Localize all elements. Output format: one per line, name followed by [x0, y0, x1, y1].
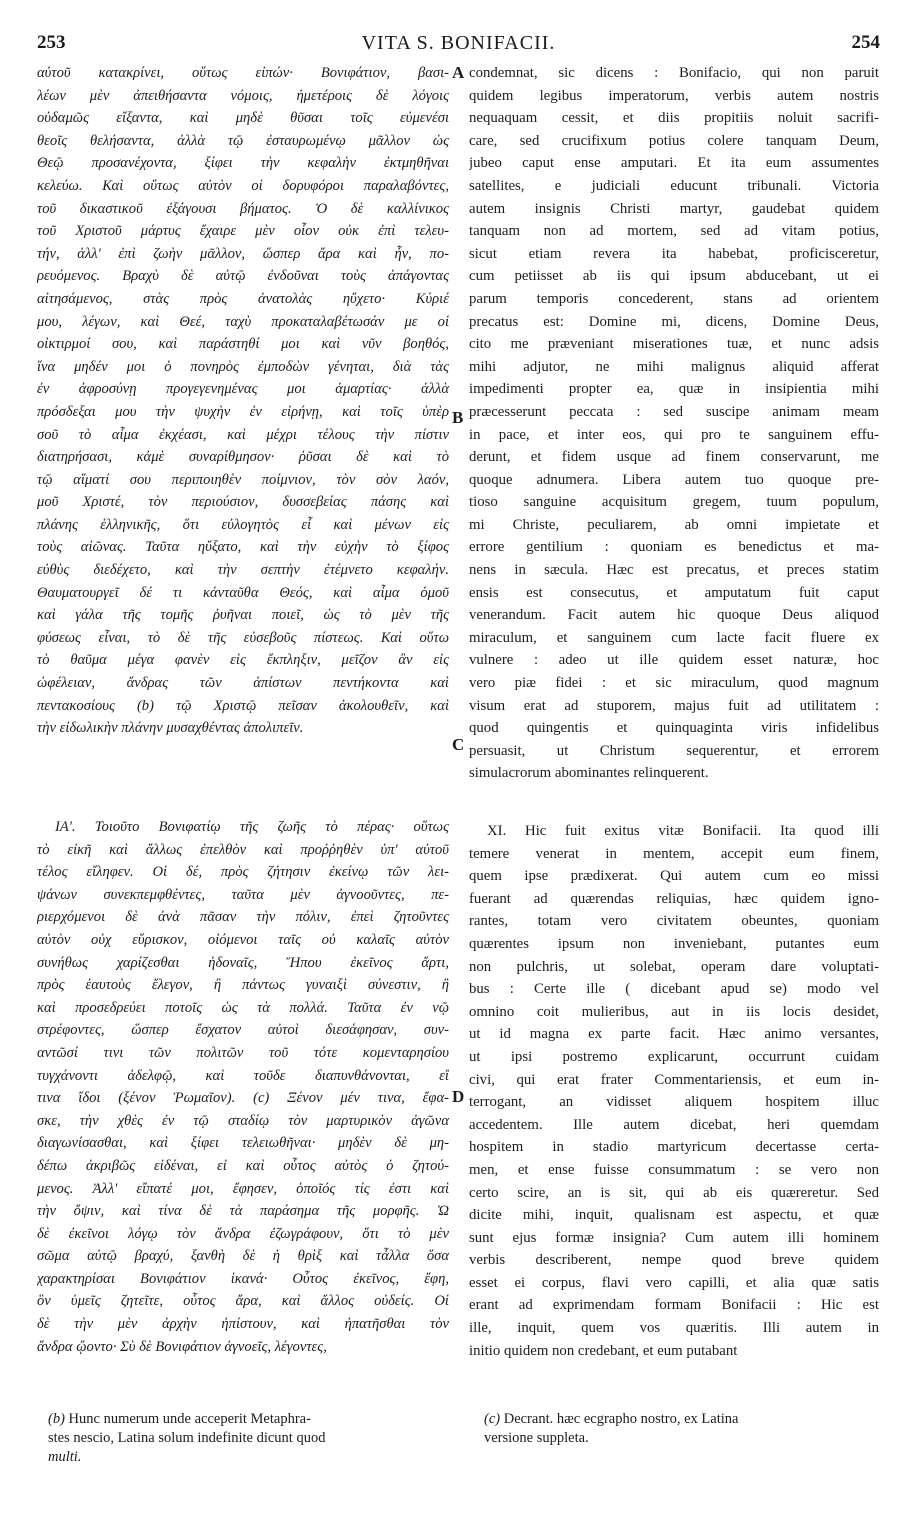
greek-text-line: ὠφέλειαν, ἄνδρας τῶν ἀπίστων πεντήκοντα καὶ: [37, 675, 449, 692]
greek-text-line: καὶ προσεδρεύει ποτοῖς ὡς τὰ πολλά. Ταῦτα ἐν νῷ: [37, 999, 449, 1016]
greek-text-line: τὴν εἰδωλικὴν πλάνην μυσαχθέντας ἀπολιπεῖν.: [37, 720, 304, 737]
greek-text-line: τοῦ δικαστικοῦ ἐξάγουσι βήματος. Ὁ δὲ καλλίνικος: [37, 200, 449, 217]
greek-text-line: τινα ἴδοι (ξένον Ῥωμαῖον). (c) Ξένον μέν τινα, ἔφα-: [37, 1090, 449, 1107]
greek-text-line: Θεῷ προσανέχοντα, ξίφει τὴν κεφαλὴν ἐκτμηθῆναι: [37, 155, 449, 172]
greek-text-line: κελεύω. Καὶ οὕτως αὐτὸν οἱ δορυφόροι παραλαβόντες,: [37, 177, 449, 194]
greek-text-line: ἵνα μηδέν μοι ὁ πονηρὸς ἐμποδὼν γένηται, διὰ τὰς: [37, 358, 449, 375]
greek-text-line: οὐδαμῶς εἴξαντα, καὶ μηδὲ θῦσαι τοῖς εὐμενέσι: [37, 110, 449, 127]
latin-text-line: mihi adjutor, ne mihi malignus aliquid afferat: [469, 358, 879, 375]
footnote-c-line: Decrant. hæc ecgrapho nostro, ex Latina: [503, 1411, 739, 1427]
greek-text-line: τυγχάνοντι ἀδελφῷ, καὶ τοῦδε διαπυνθάνονται, εἴ: [37, 1067, 449, 1084]
latin-text-line: tanquam non ad mortem, sed ad vitam potius,: [469, 223, 879, 240]
latin-text-line: ille, inquit, quem vos quæritis. Illi autem in: [469, 1320, 879, 1337]
latin-text-line: ensis est consecutus, et amputatum fuit caput: [469, 584, 879, 601]
greek-column-block-2: [37, 816, 449, 1358]
greek-text-line: δὲ τὴν μὲν ἀρχὴν ἠπίστουν, καὶ ἠπατῆσθαι τὸν: [37, 1316, 449, 1333]
greek-text-line: συνήθως χαρίζεσθαι ἡδοναῖς, Ἤπου ἐκεῖνος ἄρτι,: [37, 954, 449, 971]
greek-text-line: διαγωνίσασθαι, καὶ ξίφει τελειωθῆναι· μηδὲν δὲ μη-: [37, 1135, 449, 1152]
greek-text-line: πεντακοσίους (b) τῷ Χριστῷ πεῖσαν ἀκολουθεῖν, καὶ: [37, 697, 449, 714]
greek-text-line: εὐθὺς διεδέχετο, καὶ τὴν σεπτὴν ἐτέμνετο κεφαλήν.: [37, 562, 449, 579]
greek-text-line: ρευόμενος. Βραχὺ δὲ αὐτῷ ἐνδοῦναι τοὺς ἀπάγοντας: [37, 268, 449, 285]
latin-text-line: verbis describerent, nempe quod breve quidem: [469, 1252, 879, 1269]
greek-text-line: τήν, ἀλλ' ἐπὶ ζωὴν μᾶλλον, ὥσπερ ἄρα καὶ ἦν, πο-: [37, 245, 449, 262]
latin-text-line: precatus est: Domine mi, dicens, Domine Deus,: [469, 313, 879, 330]
greek-text-line: φύσεως εἶναι, τὸ δὲ τῆς εὐσεβοῦς πίστεως. Καὶ οὕτω: [37, 629, 449, 646]
latin-text-line: visum erat ad stuporem, majus fuit ad utilitatem :: [469, 697, 879, 714]
footnote-b-line: stes nescio, Latina solum indefinite dicunt quod: [48, 1430, 326, 1446]
greek-text-line: σοῦ τὸ αἷμα ἐκχέασι, καὶ μέχρι τέλους τὴν πίστιν: [37, 426, 449, 443]
latin-text-line: vero piæ fidei : et sic miraculum, quod magnum: [469, 675, 879, 692]
greek-text-line: ἐν ἀφροσύνῃ προγεγενημένας μοι ἁμαρτίας· ἀλλὰ: [37, 381, 449, 398]
footnote-c-label: (c): [484, 1411, 501, 1427]
margin-marker-d: D: [452, 1087, 465, 1106]
latin-text-line: nens in sæcula. Hæc est precatus, et preces statim: [469, 562, 879, 579]
latin-text-line: sicut etiam revera ita habebat, proficisceretur,: [469, 245, 879, 262]
latin-text-line: bus : Certe ille ( dicebant apud se) modo vel: [469, 981, 879, 998]
latin-text-line: dicite mihi, inquit, qualisnam est aspectu, et quæ: [469, 1207, 879, 1224]
latin-text-line: rantes, totam vero civitatem obeuntes, quoniam: [469, 913, 879, 930]
latin-text-line: fuerant ad quærendas reliquias, hæc quidem igno-: [469, 890, 879, 907]
latin-text-line: quidem legibus imperatorum, verbis autem nostris: [469, 87, 879, 104]
greek-text-line: οἰκτιρμοί σου, καὶ παράστηθί μοι καὶ νῦν βοηθός,: [37, 336, 449, 353]
latin-text-line: condemnat, sic dicens : Bonifacio, qui non paruit: [469, 65, 879, 81]
latin-text-line: quod quingentis et quinquaginta viris infidelibus: [469, 720, 879, 737]
latin-text-line: care, sed crucifixum potius colere tanquam Deum,: [469, 132, 879, 149]
greek-text-line: τέλος εἴληφεν. Οἱ δέ, πρὸς ζήτησιν ἐκείνῳ τῶν λει-: [37, 864, 449, 881]
greek-text-line: ἄνδρα ᾤοντο· Σὺ δὲ Βονιφάτιον ἀγνοεῖς, λέγοντες,: [37, 1338, 327, 1355]
latin-text-line: certo scire, an is sit, qui ab eis quæreretur. Sed: [469, 1184, 879, 1201]
latin-text-line: erant ad exprimendam formam Bonifacii : Hic est: [469, 1297, 879, 1314]
greek-text-line: μενος. Ἀλλ' εἴπατέ μοι, ἔφησεν, ὁποῖός τίς ἐστι καὶ: [37, 1180, 449, 1197]
latin-text-line: quærentes ipsum non inveniebant, putantes eum: [469, 935, 879, 952]
latin-column-block-1: [469, 62, 879, 785]
latin-text-line: tioso sanguine acquisitum gregem, tuum populum,: [469, 494, 879, 511]
latin-text-line: men, et ense fuisse consummatum : se vero non: [469, 1161, 879, 1178]
greek-text-line: αντῶσί τινι τῶν πολιτῶν τοῦ τότε κομενταρησίου: [37, 1044, 449, 1061]
greek-text-line: αὐτοῦ κατακρίνει, οὕτως εἰπών· Βονιφάτιον, βασι-: [37, 65, 449, 81]
margin-marker-b: B: [452, 408, 464, 427]
latin-text-line: sunt ejus formæ insignia? Cum autem illi hominem: [469, 1229, 879, 1246]
greek-text-line: χαρακτηρίσαι Βονιφάτιον ἱκανά· Οὗτος ἐκεῖνος, ἔφη,: [37, 1270, 449, 1287]
greek-text-line: ΙΑ'. Τοιοῦτο Βονιφατίῳ τῆς ζωῆς τὸ πέρας· οὕτως: [55, 819, 449, 835]
greek-text-line: τὸ εἰκῆ καὶ ἄλλως ἐπελθὸν καὶ προῤῥηθὲν ὑπ' αὐτοῦ: [37, 841, 449, 858]
footnote-b-line: multi.: [48, 1449, 82, 1465]
greek-text-line: αἰτησάμενος, στὰς πρὸς ἀνατολὰς ηὔχετο· Κύριέ: [37, 290, 449, 307]
latin-column-block-2: [469, 820, 879, 1362]
greek-text-line: τῷ αἵματί σου περιποιηθὲν ποίμνιον, τὸν σὸν λαόν,: [37, 471, 449, 488]
latin-text-line: in pace, et inter eos, qui pro te sanguinem effu-: [469, 426, 879, 443]
greek-text-line: τοὺς αἰῶνας. Ταῦτα ηὔξατο, καὶ τὴν εὐχὴν τὸ ξίφος: [37, 539, 449, 556]
latin-text-line: accedentem. Ille autem dicebat, heri quemdam: [469, 1116, 879, 1133]
greek-text-line: πρόσδεξαι μου τὴν ψυχὴν ἐν εἰρήνῃ, καὶ τοῖς ὑπὲρ: [37, 403, 449, 420]
greek-text-line: ριερχόμενοι δὲ ἀνὰ πᾶσαν τὴν πόλιν, ἐπεὶ ζητοῦντες: [37, 909, 449, 926]
latin-text-line: esset ei corpus, flavi vero capilli, et alia quæ satis: [469, 1274, 879, 1291]
greek-text-line: διατηρήσασι, κἀμὲ συναρίθμησον· ῥῦσαι δὲ καὶ τὸ: [37, 449, 449, 466]
margin-marker-a: A: [452, 63, 465, 82]
greek-text-line: ὃν ὑμεῖς ζητεῖτε, οὗτος ἄρα, καὶ ἄλλος οὐδείς. Οἱ: [37, 1293, 449, 1310]
latin-text-line: ut id magna ex parte facit. Hæc animo versantes,: [469, 1026, 879, 1043]
footnote-b-label: (b): [48, 1411, 65, 1427]
latin-text-line: errore gentilium : quoniam es benedictus et ma-: [469, 539, 879, 556]
latin-text-line: derunt, et fidem usque ad finem conservarunt, me: [469, 449, 879, 466]
greek-text-line: τὴν ὄψιν, καὶ τίνα δὲ τὰ παράσημα τῆς μορφῆς. Ὡ: [37, 1203, 449, 1220]
latin-text-line: jubeo caput ense amputari. Et ita eum assumentes: [469, 155, 879, 172]
latin-text-line: civi, qui erat frater Commentariensis, et eum in-: [469, 1071, 879, 1088]
greek-text-line: δὲ ἐκεῖνοι λόγῳ τὸν ἄνδρα ἐζωγράφουν, ὅτι τὸ μὲν: [37, 1225, 449, 1242]
greek-text-line: σκε, τὴν χθὲς ἐν τῷ σταδίῳ τὸν μαρτυρικὸν ἀγῶνα: [37, 1112, 449, 1129]
greek-text-line: μου, λέγων, καὶ Θεέ, ταχὺ προκαταλαβέτωσάν με οἱ: [37, 313, 449, 330]
latin-text-line: venerandum. Facit autem hic quoque Deus aliquod: [469, 607, 879, 624]
greek-text-line: σῶμα αὐτῷ βραχύ, ξανθὴ δὲ ἡ θρὶξ καὶ τἆλλα ὅσα: [37, 1248, 449, 1265]
greek-text-line: αὐτὸν οὐχ εὕρισκον, οἰόμενοι ταῖς οὐ καλαῖς αὐτὸν: [37, 931, 449, 948]
greek-text-line: μοῦ Χριστέ, τὸν περιούσιον, δυσσεβείας πάσης καὶ: [37, 494, 449, 511]
latin-text-line: parum temporis concederent, stans ad orientem: [469, 290, 879, 307]
latin-text-line: initio quidem non credebant, et eum putabant: [469, 1342, 738, 1359]
latin-text-line: quem ipse prædixerat. Qui autem cum eo missi: [469, 868, 879, 885]
latin-text-line: mi Christe, peculiarem, ab omni impietate et: [469, 516, 879, 533]
greek-column-block-1: [37, 62, 449, 740]
greek-text-line: ψάνων συνεκπεμφθέντες, ταῦτα μὲν ἀγνοοῦντες, πε-: [37, 886, 449, 903]
latin-text-line: persuasit, ut Christum sequerentur, et errorem: [469, 742, 879, 759]
latin-text-line: nequaquam cessit, et diis propitiis noluit sacrifi-: [469, 110, 879, 127]
latin-text-line: non pulchris, ut solebat, operam dare voluptati-: [469, 958, 879, 975]
greek-text-line: τοῦ Χριστοῦ μάρτυς ἔχαιρε μὲν οἷον οὐκ ἐπὶ τελευ-: [37, 223, 449, 240]
footnote-c: [484, 1410, 884, 1448]
page-number-right: 254: [851, 32, 880, 53]
latin-text-line: omnino coit mulieribus, aut in iis locis desidet,: [469, 1003, 879, 1020]
latin-text-line: simulacrorum abominantes relinquerent.: [469, 765, 709, 782]
greek-text-line: καὶ γάλα τῆς τομῆς ῥυῆναι ποιεῖ, ὡς τὸ μὲν τῆς: [37, 607, 449, 624]
greek-text-line: πρὸς ἑαυτοὺς ἔλεγον, ἢ πάντως γυναιξὶ σύνεστιν, ἢ: [37, 977, 449, 994]
latin-text-line: vulnere : adeo ut ille quidem esset naturæ, hoc: [469, 652, 879, 669]
greek-text-line: Θαυματουργεῖ δέ τι κἀνταῦθα Θεός, καὶ αἷμα ὁμοῦ: [37, 584, 449, 601]
running-title: VITA S. BONIFACII.: [361, 32, 556, 54]
latin-text-line: impedimenti propter ea, quæ in insipientia mihi: [469, 381, 879, 398]
greek-text-line: θεοῖς θελήσαντα, ἀλλὰ τῷ ἐσταυρωμένῳ μᾶλλον ὡς: [37, 132, 449, 149]
latin-text-line: hospitem in stadio martyricum decertasse certa-: [469, 1139, 879, 1156]
latin-text-line: satellites, e judiciali educunt tribunali. Victoria: [469, 177, 879, 194]
greek-text-line: λέων μὲν ἀπειθήσαντα νόμοις, ἡμετέροις δὲ λόγοις: [37, 87, 449, 104]
greek-text-line: πλάνης ἑλληνικῆς, ὅτι εὐλογητὸς εἶ καὶ μένων εἰς: [37, 516, 449, 533]
greek-text-line: τὸ θαῦμα μέγα φανὲν εἰς ἔκπληξιν, μεῖζον ἂν εἰς: [37, 652, 449, 669]
latin-text-line: cito me præveniant miserationes tuæ, et nunc adsis: [469, 336, 879, 353]
page-number-left: 253: [37, 32, 66, 53]
latin-text-line: autem insignis Christi martyr, gaudebat quidem: [469, 200, 879, 217]
footnote-b: [48, 1410, 448, 1467]
latin-text-line: terrogant, an vidisset aliquem hospitem illuc: [469, 1094, 879, 1111]
greek-text-line: στρέφοντες, ὥσπερ ἔσχατον αὐτοὶ διεσάφησαν, συν-: [37, 1022, 449, 1039]
latin-text-line: præcesserunt peccata : sed suscipe animam meam: [469, 403, 879, 420]
latin-text-line: temere venerat in mentem, accepit eum finem,: [469, 845, 879, 862]
latin-text-line: XI. Hic fuit exitus vitæ Bonifacii. Ita quod illi: [487, 823, 879, 839]
margin-marker-c: C: [452, 735, 465, 754]
latin-text-line: cum petiisset ab iis qui ipsum abducebant, ut ei: [469, 268, 879, 285]
footnote-c-line: versione suppleta.: [484, 1430, 589, 1446]
greek-text-line: δέπω ἀκριβῶς εἰδέναι, εἰ καὶ οὗτος αὐτὸς ὁ ζητού-: [37, 1157, 449, 1174]
latin-text-line: ut ipsi postremo explicarunt, occurrunt cuidam: [469, 1048, 879, 1065]
latin-text-line: miraculum, et sanguinem cum lacte facit fluere ex: [469, 629, 879, 646]
footnote-b-line: Hunc numerum unde acceperit Metaphra-: [68, 1411, 311, 1427]
latin-text-line: quoque adnumera. Libera autem tuo quoque pre-: [469, 471, 879, 488]
